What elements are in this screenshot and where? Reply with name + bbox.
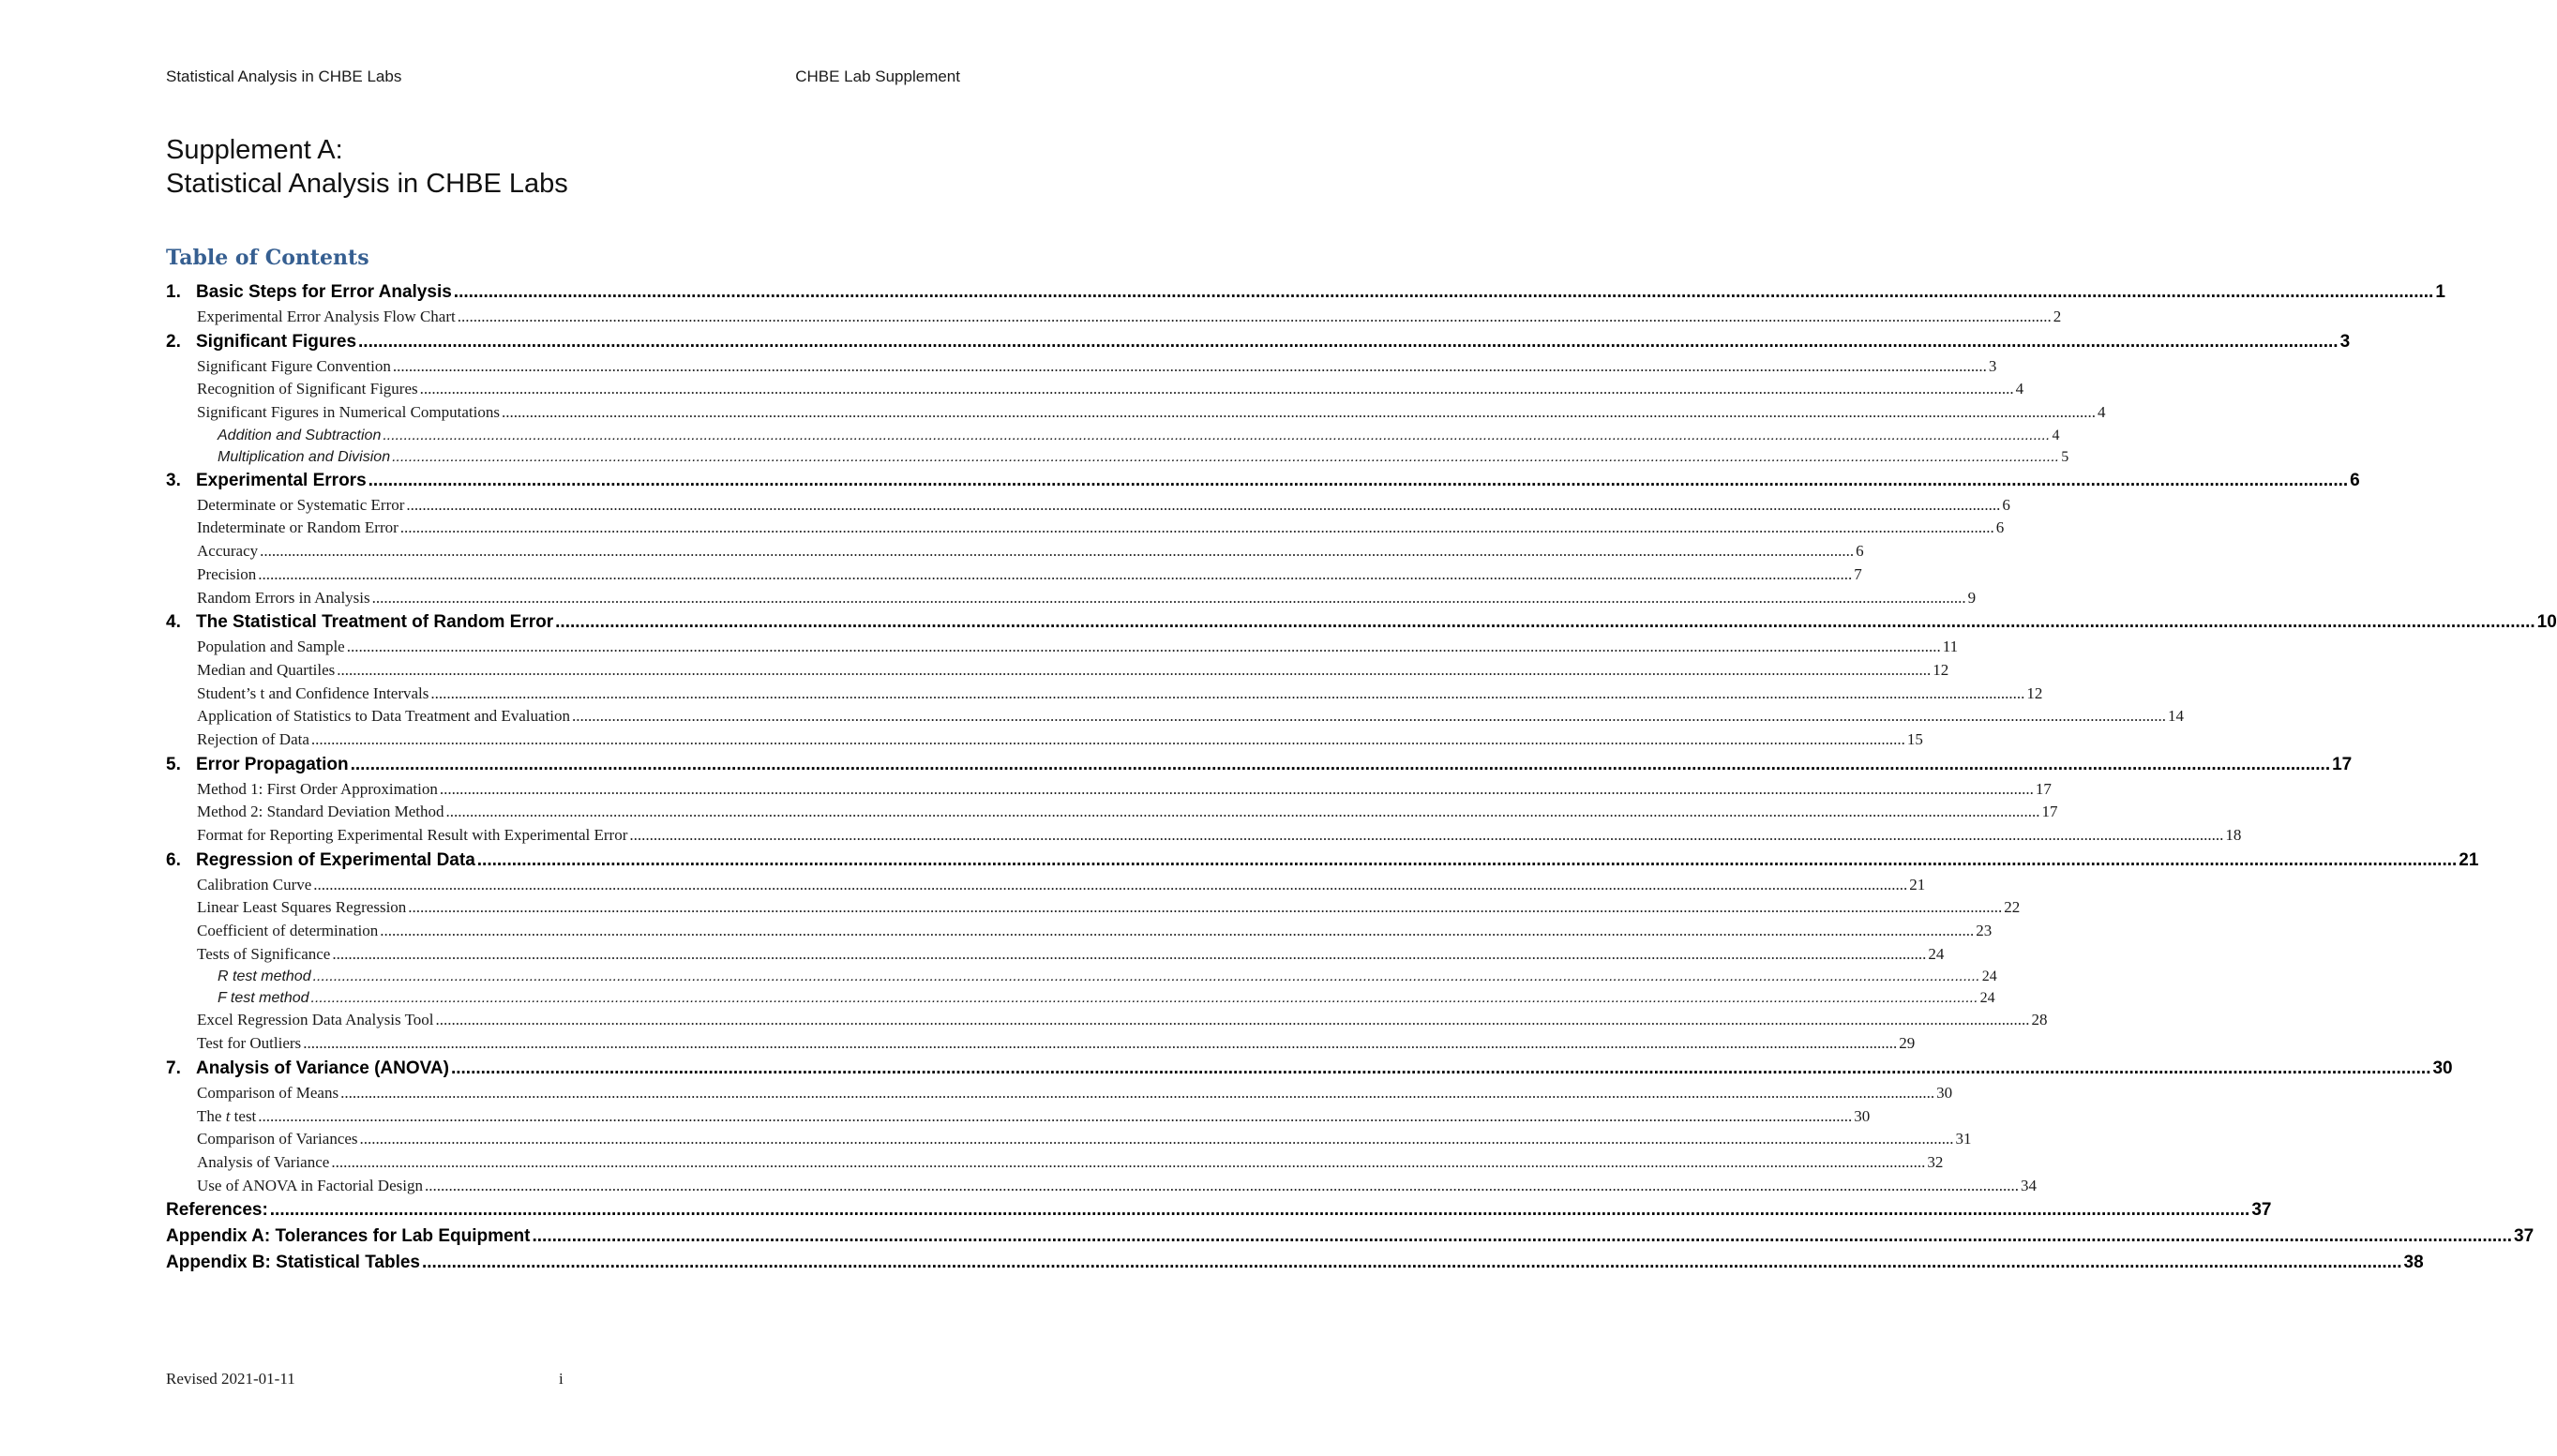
toc-entry-page: 4 <box>2097 403 2106 422</box>
toc-entry-label: Population and Sample <box>197 638 345 656</box>
toc-entry-label: Experimental Errors <box>196 470 367 490</box>
toc-heading: Table of Contents <box>166 246 369 270</box>
toc-entry[interactable] <box>166 1082 1953 1105</box>
toc-entry-page: 38 <box>2403 1253 2424 1273</box>
toc-entry-label: Significant Figure Convention <box>197 356 391 375</box>
toc-entry[interactable] <box>166 705 2185 728</box>
toc-dot-leader: ................................................................................................................................................................................................................................................................................................................................................................................................................ <box>383 427 2051 443</box>
toc-entry[interactable] <box>166 609 2557 636</box>
toc-entry-label: Use of ANOVA in Factorial Design <box>197 1176 423 1194</box>
toc-entry-page: 11 <box>1942 638 1959 656</box>
toc-dot-leader: ................................................................................................................................................................................................................................................................................................................................................................................................................ <box>421 1253 2402 1273</box>
toc-entry[interactable] <box>166 896 2021 920</box>
toc-entry-page: 5 <box>2061 448 2069 465</box>
toc-entry-page: 4 <box>2052 427 2060 443</box>
toc-dot-leader: ................................................................................................................................................................................................................................................................................................................................................................................................................ <box>310 990 1978 1007</box>
toc-dot-leader: ................................................................................................................................................................................................................................................................................................................................................................................................................ <box>555 612 2535 633</box>
toc-dot-leader: ................................................................................................................................................................................................................................................................................................................................................................................................................ <box>269 1200 2250 1221</box>
toc-entry[interactable] <box>166 920 1993 943</box>
toc-entry[interactable] <box>166 517 2005 540</box>
toc-entry-page: 21 <box>2459 849 2479 870</box>
toc-entry-label: Comparison of Means <box>197 1083 339 1102</box>
toc-entry-number: 4. <box>166 612 181 633</box>
toc-dot-leader: ................................................................................................................................................................................................................................................................................................................................................................................................................ <box>430 683 2025 702</box>
toc-entry[interactable] <box>166 683 2043 706</box>
toc-dot-leader: ................................................................................................................................................................................................................................................................................................................................................................................................................ <box>408 898 2003 917</box>
toc-entry[interactable] <box>166 446 2069 468</box>
toc-entry-page: 21 <box>1909 875 1926 893</box>
toc-entry-number: 3. <box>166 470 181 490</box>
toc-dot-leader: ................................................................................................................................................................................................................................................................................................................................................................................................................ <box>457 308 2052 325</box>
toc-entry-page: 4 <box>2015 380 2024 398</box>
toc-dot-leader: ................................................................................................................................................................................................................................................................................................................................................................................................................ <box>453 282 2434 302</box>
toc-entry-number: 7. <box>166 1058 181 1078</box>
toc-entry-page: 24 <box>1981 968 1997 985</box>
toc-entry-page: 34 <box>2020 1176 2037 1194</box>
toc-entry-page: 28 <box>2031 1011 2048 1029</box>
running-header-right: CHBE Lab Supplement <box>795 68 960 85</box>
toc-entry-page: 6 <box>2350 470 2360 490</box>
toc-dot-leader: ................................................................................................................................................................................................................................................................................................................................................................................................................ <box>332 944 1927 963</box>
toc-entry[interactable] <box>166 1056 2453 1082</box>
toc-dot-leader: ................................................................................................................................................................................................................................................................................................................................................................................................................ <box>445 803 2040 821</box>
toc-entry[interactable] <box>166 1175 2037 1198</box>
toc-entry-label: References: <box>166 1200 268 1221</box>
toc-entry-label: Student’s t and Confidence Intervals <box>197 683 429 702</box>
toc-entry-label: Significant Figures in Numerical Computations <box>197 403 500 422</box>
toc-entry-label: Method 1: First Order Approximation <box>197 779 438 798</box>
toc-entry-label: Format for Reporting Experimental Result with Experimental Error <box>197 826 628 844</box>
toc-entry[interactable] <box>166 329 2351 355</box>
toc-entry-page: 17 <box>2332 754 2353 774</box>
toc-entry-label: Multiplication and Division <box>218 448 391 465</box>
toc-dot-leader: ................................................................................................................................................................................................................................................................................................................................................................................................................ <box>350 754 2331 774</box>
toc-entry-label: R test method <box>218 968 311 985</box>
toc-entry-page: 37 <box>2514 1226 2534 1247</box>
toc-entry[interactable] <box>166 1197 2272 1223</box>
running-header-left: Statistical Analysis in CHBE Labs <box>166 68 402 85</box>
toc-entry-label: Excel Regression Data Analysis Tool <box>197 1011 434 1029</box>
toc-dot-leader: ................................................................................................................................................................................................................................................................................................................................................................................................................ <box>310 729 1905 748</box>
toc-entry-page: 23 <box>1976 922 1993 940</box>
toc-entry-label: Basic Steps for Error Analysis <box>196 282 452 302</box>
toc-entry-label: Precision <box>197 564 257 583</box>
toc-entry-page: 17 <box>2041 803 2058 821</box>
toc-dot-leader: ................................................................................................................................................................................................................................................................................................................................................................................................................ <box>337 660 1932 679</box>
toc-entry-label: Linear Least Squares Regression <box>197 898 407 917</box>
toc-dot-leader: ................................................................................................................................................................................................................................................................................................................................................................................................................ <box>392 448 2060 465</box>
toc-entry-page: 3 <box>2339 331 2351 352</box>
toc-dot-leader: ................................................................................................................................................................................................................................................................................................................................................................................................................ <box>399 518 1994 537</box>
toc-entry[interactable] <box>166 943 1945 967</box>
toc-entry-label: Method 2: Standard Deviation Method <box>197 803 444 821</box>
toc-entry-page: 6 <box>2002 495 2010 514</box>
toc-entry-label: Appendix A: Tolerances for Lab Equipment <box>166 1226 531 1247</box>
toc-entry-page: 29 <box>1899 1034 1916 1053</box>
toc-entry[interactable] <box>166 728 1923 752</box>
toc-dot-leader: ................................................................................................................................................................................................................................................................................................................................................................................................................ <box>450 1058 2431 1078</box>
toc-dot-leader: ................................................................................................................................................................................................................................................................................................................................................................................................................ <box>371 588 1966 607</box>
toc-entry-label: Determinate or Systematic Error <box>197 495 405 514</box>
toc-entry-page: 9 <box>1967 588 1977 607</box>
toc-entry-page: 30 <box>1854 1106 1871 1125</box>
toc-dot-leader: ................................................................................................................................................................................................................................................................................................................................................................................................................ <box>419 380 2014 398</box>
toc-entry-label: The Statistical Treatment of Random Error <box>196 612 554 633</box>
toc-entry[interactable] <box>166 801 2058 824</box>
toc-dot-leader: ................................................................................................................................................................................................................................................................................................................................................................................................................ <box>439 779 2034 798</box>
toc-entry-label: Error Propagation <box>196 754 349 774</box>
toc-entry[interactable] <box>166 306 2062 329</box>
toc-dot-leader: ................................................................................................................................................................................................................................................................................................................................................................................................................ <box>260 542 1855 561</box>
toc-entry[interactable] <box>166 494 2010 518</box>
toc-dot-leader: ................................................................................................................................................................................................................................................................................................................................................................................................................ <box>359 1130 1954 1148</box>
toc-entry-label: F test method <box>218 990 309 1007</box>
toc-dot-leader: ................................................................................................................................................................................................................................................................................................................................................................................................................ <box>629 826 2224 844</box>
toc-entry[interactable] <box>166 378 2024 401</box>
toc-entry-page: 12 <box>2026 683 2043 702</box>
toc-entry-page: 30 <box>1936 1083 1953 1102</box>
document-title-line-2: Statistical Analysis in CHBE Labs <box>166 169 568 199</box>
toc-entry[interactable] <box>166 752 2353 778</box>
toc-entry-page: 17 <box>2035 779 2052 798</box>
toc-entry-label: Rejection of Data <box>197 729 309 748</box>
toc-entry-page: 15 <box>1906 729 1923 748</box>
toc-entry[interactable] <box>166 1032 1916 1056</box>
toc-entry-page: 24 <box>1928 944 1945 963</box>
toc-entry-label: Comparison of Variances <box>197 1130 358 1148</box>
toc-entry-label: Accuracy <box>197 542 259 561</box>
toc-entry-label: Median and Quartiles <box>197 660 336 679</box>
toc-entry-label: Application of Statistics to Data Treatment and Evaluation <box>197 707 571 726</box>
toc-entry-page: 7 <box>1854 564 1862 583</box>
toc-dot-leader: ................................................................................................................................................................................................................................................................................................................................................................................................................ <box>501 403 2096 422</box>
toc-dot-leader: ................................................................................................................................................................................................................................................................................................................................................................................................................ <box>346 638 1941 656</box>
toc-dot-leader: ................................................................................................................................................................................................................................................................................................................................................................................................................ <box>392 356 1987 375</box>
table-of-contents <box>166 279 2557 1276</box>
toc-dot-leader: ................................................................................................................................................................................................................................................................................................................................................................................................................ <box>476 849 2458 870</box>
toc-entry[interactable] <box>166 468 2360 494</box>
toc-entry-label: Calibration Curve <box>197 875 312 893</box>
toc-entry[interactable] <box>166 355 1997 379</box>
toc-entry[interactable] <box>166 874 1926 897</box>
toc-entry[interactable] <box>166 1009 2048 1032</box>
toc-entry-label: Addition and Subtraction <box>218 427 382 443</box>
toc-dot-leader: ................................................................................................................................................................................................................................................................................................................................................................................................................ <box>435 1011 2030 1029</box>
toc-dot-leader: ................................................................................................................................................................................................................................................................................................................................................................................................................ <box>532 1226 2513 1247</box>
toc-entry-page: 3 <box>1988 356 1997 375</box>
toc-entry[interactable] <box>166 987 1995 1009</box>
toc-dot-leader: ................................................................................................................................................................................................................................................................................................................................................................................................................ <box>258 564 1853 583</box>
toc-entry[interactable] <box>166 1105 1871 1129</box>
toc-entry[interactable] <box>166 425 2060 446</box>
footer-revised-date: Revised 2021-01-11 <box>166 1370 295 1388</box>
toc-entry-page: 6 <box>1995 518 2005 537</box>
toc-entry[interactable] <box>166 1250 2424 1276</box>
toc-entry-label: Tests of Significance <box>197 944 331 963</box>
toc-entry-number: 2. <box>166 331 181 352</box>
toc-dot-leader: ................................................................................................................................................................................................................................................................................................................................................................................................................ <box>312 968 1980 985</box>
toc-dot-leader: ................................................................................................................................................................................................................................................................................................................................................................................................................ <box>258 1106 1853 1125</box>
toc-entry[interactable] <box>166 824 2242 848</box>
toc-entry[interactable] <box>166 279 2445 306</box>
toc-entry-page: 2 <box>2053 308 2062 325</box>
toc-entry[interactable] <box>166 848 2479 874</box>
toc-entry-label: Significant Figures <box>196 331 357 352</box>
document-title-line-1: Supplement A: <box>166 135 343 165</box>
toc-dot-leader: ................................................................................................................................................................................................................................................................................................................................................................................................................ <box>303 1034 1898 1053</box>
toc-entry-page: 18 <box>2225 826 2242 844</box>
toc-entry-page: 24 <box>1979 990 1995 1007</box>
toc-dot-leader: ................................................................................................................................................................................................................................................................................................................................................................................................................ <box>368 470 2349 490</box>
toc-dot-leader: ................................................................................................................................................................................................................................................................................................................................................................................................................ <box>340 1083 1935 1102</box>
toc-entry[interactable] <box>166 966 1997 987</box>
document-title <box>166 133 568 201</box>
toc-dot-leader: ................................................................................................................................................................................................................................................................................................................................................................................................................ <box>424 1176 2019 1194</box>
toc-entry-label: Test for Outliers <box>197 1034 302 1053</box>
toc-entry-page: 32 <box>1927 1152 1944 1171</box>
toc-dot-leader: ................................................................................................................................................................................................................................................................................................................................................................................................................ <box>358 331 2339 352</box>
toc-entry[interactable] <box>166 1223 2534 1250</box>
footer-page-number: i <box>559 1370 564 1388</box>
toc-dot-leader: ................................................................................................................................................................................................................................................................................................................................................................................................................ <box>313 875 1908 893</box>
toc-entry-label: Analysis of Variance <box>197 1152 330 1171</box>
toc-entry[interactable] <box>166 587 1977 610</box>
toc-entry-number: 5. <box>166 754 181 774</box>
toc-entry-label: Regression of Experimental Data <box>196 849 475 870</box>
toc-entry-label: Experimental Error Analysis Flow Chart <box>197 308 456 325</box>
toc-entry-label: Analysis of Variance (ANOVA) <box>196 1058 449 1078</box>
toc-entry-page: 6 <box>1856 542 1864 561</box>
toc-entry-label: The t test <box>197 1106 257 1125</box>
toc-entry-page: 30 <box>2432 1058 2453 1078</box>
toc-entry[interactable] <box>166 1151 1944 1175</box>
toc-entry[interactable] <box>166 401 2106 425</box>
toc-entry-page: 22 <box>2004 898 2021 917</box>
toc-entry-page: 1 <box>2435 282 2445 302</box>
toc-entry-number: 1. <box>166 282 181 302</box>
toc-dot-leader: ................................................................................................................................................................................................................................................................................................................................................................................................................ <box>572 707 2167 726</box>
toc-entry-page: 12 <box>1933 660 1949 679</box>
toc-entry[interactable] <box>166 659 1949 683</box>
toc-entry-label: Coefficient of determination <box>197 922 379 940</box>
toc-dot-leader: ................................................................................................................................................................................................................................................................................................................................................................................................................ <box>380 922 1975 940</box>
toc-entry-label: Appendix B: Statistical Tables <box>166 1253 420 1273</box>
toc-entry[interactable] <box>166 778 2052 802</box>
toc-entry[interactable] <box>166 636 1959 659</box>
toc-dot-leader: ................................................................................................................................................................................................................................................................................................................................................................................................................ <box>406 495 2001 514</box>
toc-entry-number: 6. <box>166 849 181 870</box>
toc-entry-page: 37 <box>2251 1200 2272 1221</box>
toc-entry-label: Recognition of Significant Figures <box>197 380 418 398</box>
toc-entry[interactable] <box>166 540 1864 563</box>
toc-entry[interactable] <box>166 563 1862 587</box>
toc-entry-page: 14 <box>2168 707 2185 726</box>
toc-entry-label: Random Errors in Analysis <box>197 588 370 607</box>
toc-entry-page: 10 <box>2536 612 2557 633</box>
toc-entry-label: Indeterminate or Random Error <box>197 518 399 537</box>
toc-entry-page: 31 <box>1955 1130 1972 1148</box>
toc-dot-leader: ................................................................................................................................................................................................................................................................................................................................................................................................................ <box>331 1152 1926 1171</box>
toc-entry[interactable] <box>166 1128 1972 1151</box>
